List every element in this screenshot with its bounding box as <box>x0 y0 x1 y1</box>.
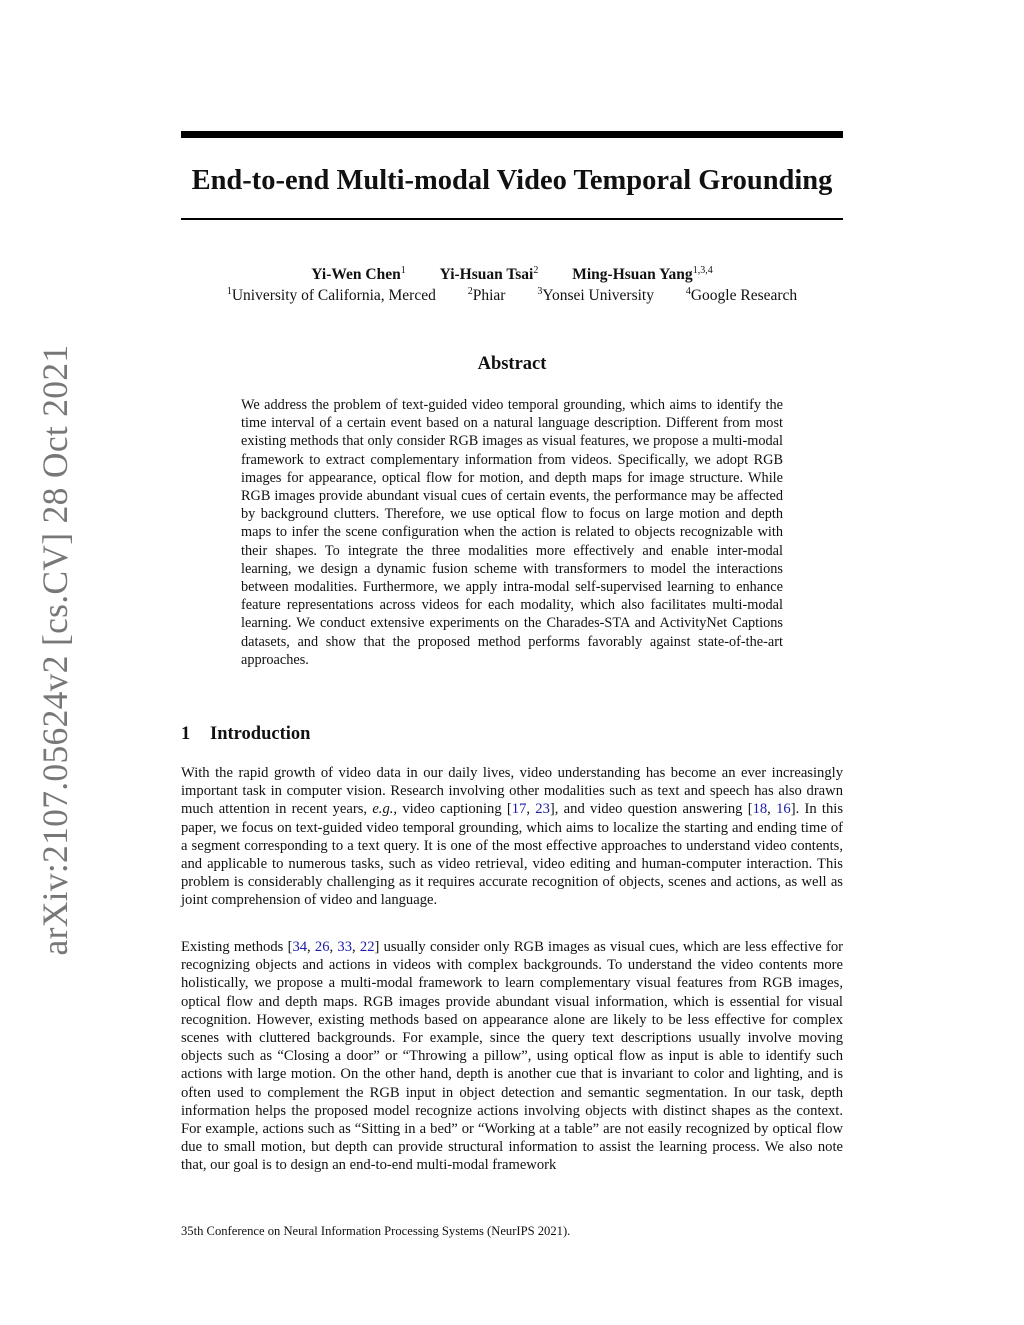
author <box>440 265 539 285</box>
text-run: ], and video question answering [ <box>549 801 753 818</box>
author-affiliation-mark: 1 <box>400 265 406 276</box>
text-run: ]. In this paper, we focus on text-guided video temporal grounding, which aims to localize the starting and ending time of a segment corresponding to a text query. It is one of the most effective approaches to understand video contents, and applicable to numerous tasks, such as video retrieval, video editing and human-computer interaction. This problem is considerably challenging as it requires accurate recognition of objects, scenes and actions, as well as joint comprehension of video and language. <box>181 801 844 909</box>
abstract-heading: Abstract <box>477 354 547 374</box>
title-top-rule <box>181 131 843 138</box>
text-run: Existing methods [ <box>181 939 293 955</box>
text-run: , <box>352 939 360 955</box>
text-run: , <box>767 801 777 818</box>
citation-link[interactable]: 33 <box>337 939 352 955</box>
section-number: 1 <box>181 724 191 744</box>
text-run-italic: e.g., <box>372 801 398 818</box>
affiliation-name: University of California, Merced <box>231 287 436 304</box>
citation-link[interactable]: 23 <box>535 801 550 818</box>
abstract-text: We address the problem of text-guided video temporal grounding, which aims to identify the time interval of a certain event based on a natural language description. Different from most existing methods that only consider RGB images as visual features, we propose a multi-modal framework to extract complementary information from videos. Specifically, we adopt RGB images for appearance, optical flow for motion, and depth maps for image structure. While RGB images provide abundant visual cues of certain events, the performance may be affected by background clutters. Therefore, we use optical flow to focus on large motion and depth maps to infer the scene configuration when the action is related to objects recognizable with their shapes. To integrate the three modalities more effectively and enable inter-modal learning, we design a dynamic fusion scheme with transformers to model the interactions between modalities. Furthermore, we apply intra-modal self-supervised learning to enhance feature representations across videos for each modality, which also facilitates multi-modal learning. We conduct extensive experiments on the Charades-STA and ActivityNet Captions datasets, and show that the proposed method performs favorably against state-of-the-art approaches. <box>241 397 783 668</box>
author <box>311 265 405 285</box>
citation-link[interactable]: 18 <box>752 801 768 818</box>
citation-link[interactable]: 26 <box>314 939 330 955</box>
section-title: Introduction <box>210 724 311 744</box>
affiliation <box>227 286 436 306</box>
author-list <box>181 265 843 285</box>
affiliation-mark: 3 <box>537 286 543 297</box>
text-run: , <box>329 939 338 955</box>
affiliation-mark: 2 <box>467 286 473 297</box>
introduction-paragraph-2 <box>181 938 843 1175</box>
affiliation <box>686 286 797 306</box>
text-run: , <box>307 939 315 955</box>
arxiv-stamp: arXiv:2107.05624v2 [cs.CV] 28 Oct 2021 <box>35 344 75 956</box>
affiliation-mark: 1 <box>226 286 232 297</box>
text-run: video captioning [ <box>397 801 512 818</box>
author-name: Yi-Hsuan Tsai <box>439 266 534 283</box>
introduction-paragraph-1 <box>181 764 843 910</box>
citation-link[interactable]: 17 <box>511 801 527 818</box>
affiliation-list <box>181 286 843 306</box>
affiliation <box>537 286 654 306</box>
citation-link[interactable]: 16 <box>776 801 791 818</box>
author-name: Ming-Hsuan Yang <box>572 266 693 283</box>
affiliation-name: Yonsei University <box>542 287 654 304</box>
conference-footnote: 35th Conference on Neural Information Processing Systems (NeurIPS 2021). <box>181 1224 571 1238</box>
author-name: Yi-Wen Chen <box>311 266 401 283</box>
author-affiliation-mark: 2 <box>533 265 539 276</box>
text-run: , <box>526 801 536 818</box>
citation-link[interactable]: 34 <box>292 939 308 955</box>
author-affiliation-mark: 1,3,4 <box>692 265 713 276</box>
title-bottom-rule <box>181 218 843 220</box>
affiliation-mark: 4 <box>685 286 691 297</box>
affiliation-name: Google Research <box>690 287 798 304</box>
text-run: With the rapid growth of video data in our daily lives, video understanding has become an ever increasingly important task in computer vision. Research involving other modalities such as text and speech has also drawn much attention in recent years, <box>181 765 843 818</box>
text-run: ] usually consider only RGB images as visual cues, which are less effective for recognizing objects and actions in videos with complex backgrounds. To understand the video contents more holistically, we propose a multi-modal framework to learn complementary visual features from RGB images, optical flow and depth maps. RGB images provide abundant visual information, which is essential for visual recognition. However, existing methods based on appearance alone are likely to be less effective for complex scenes with cluttered backgrounds. For example, since the query text descriptions usually involve moving objects such as “Closing a door” or “Throwing a pillow”, using optical flow as input is able to identify such actions with large motion. On the other hand, depth is another cue that is invariant to color and lighting, and is often used to complement the RGB input in object detection and semantic segmentation. In our task, depth information helps the proposed model recognize actions involving objects with distinct shapes as the context. For example, actions such as “Sitting in a bed” or “Working at a table” are not easily recognized by optical flow due to small motion, but depth can provide structural information to assist the learning process. We also note that, our goal is to design an end-to-end multi-modal framework <box>181 939 844 1174</box>
section-heading-introduction <box>181 722 310 746</box>
affiliation-name: Phiar <box>472 287 506 304</box>
citation-link[interactable]: 22 <box>359 939 375 955</box>
author <box>572 265 712 285</box>
paper-title: End-to-end Multi-modal Video Temporal Grounding <box>191 165 833 196</box>
affiliation <box>468 286 506 306</box>
